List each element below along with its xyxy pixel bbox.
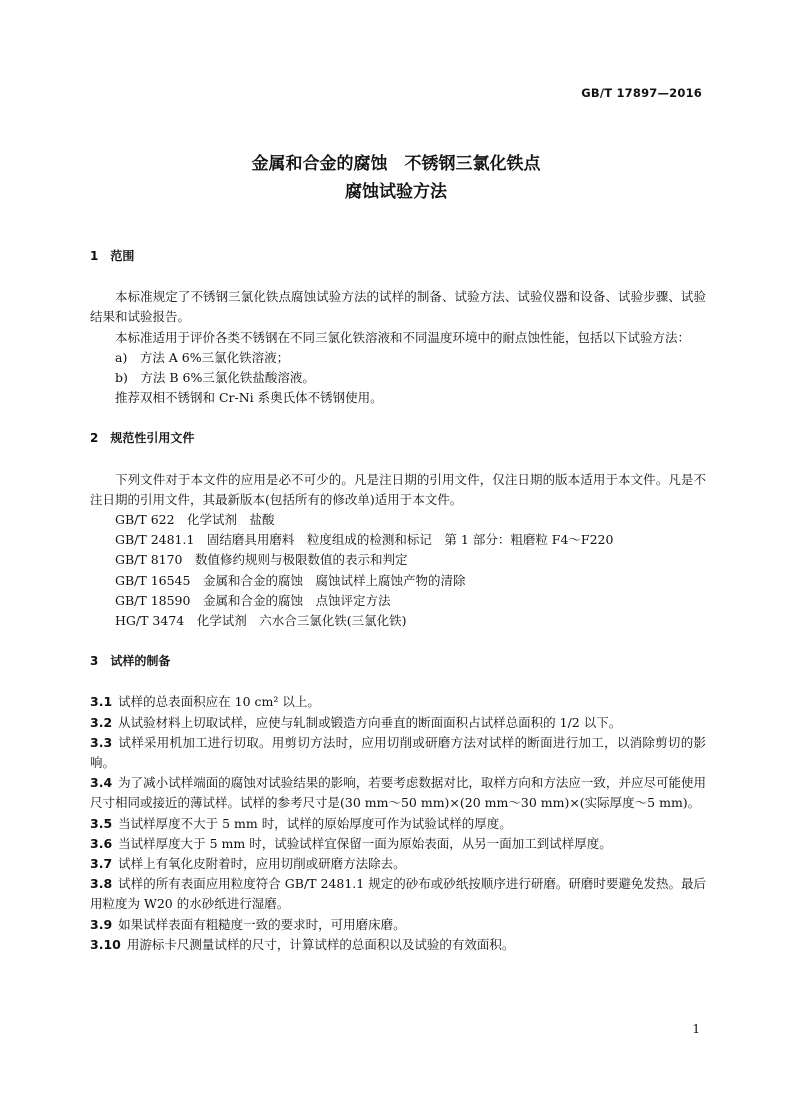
clause-number: 3.1 (90, 694, 113, 710)
section-heading-specimen-preparation: 3 试样的制备 (90, 654, 171, 669)
clause-number: 3.7 (90, 856, 113, 872)
document-body (90, 246, 706, 955)
clause (90, 692, 706, 712)
clause-text: 试样的总表面积应在 10 cm² 以上。 (118, 694, 320, 710)
clause-text: 试样上有氧化皮附着时，应用切削或研磨方法除去。 (118, 856, 406, 872)
clause-number: 3.10 (90, 936, 121, 952)
clause (90, 854, 706, 874)
scope-list-item-b: b) 方法 B 6%三氯化铁盐酸溶液。 (115, 370, 315, 386)
section-heading-normative-references: 2 规范性引用文件 (90, 431, 195, 446)
clause-number: 3.5 (90, 815, 113, 831)
clause-text: 为了减小试样端面的腐蚀对试验结果的影响，若要考虑数据对比，取样方向和方法应一致，并应尽可能使用尺寸相同或接近的薄试样。试样的参考尺寸是(30 mm～50 mm)×(20 mm～30 mm)×(实际厚度～5 mm)。 (90, 775, 706, 811)
clause (90, 713, 706, 733)
reference-item: GB/T 18590 金属和合金的腐蚀 点蚀评定方法 (115, 592, 391, 608)
references-intro: 下列文件对于本文件的应用是必不可少的。凡是注日期的引用文件，仅注日期的版本适用于本文件。凡是不注日期的引用文件，其最新版本(包括所有的修改单)适用于本文件。 (90, 471, 706, 507)
clause-text: 用游标卡尺测量试样的尺寸，计算试样的总面积以及试验的有效面积。 (126, 936, 515, 952)
clause-number: 3.2 (90, 714, 113, 730)
document-title (0, 150, 792, 206)
clause-text: 从试验材料上切取试样，应使与轧制或锻造方向垂直的断面面积占试样总面积的 1/2 以下。 (118, 714, 622, 730)
page-number: 1 (692, 1022, 700, 1036)
clause (90, 834, 706, 854)
clause-number: 3.9 (90, 916, 113, 932)
clause-text: 当试样厚度大于 5 mm 时，试验试样宜保留一面为原始表面，从另一面加工到试样厚度。 (118, 835, 612, 851)
scope-paragraph-1: 本标准规定了不锈钢三氯化铁点腐蚀试验方法的试样的制备、试验方法、试验仪器和设备、试验步骤、试验结果和试验报告。 (90, 289, 706, 325)
clause-text: 如果试样表面有粗糙度一致的要求时，可用磨床磨。 (118, 916, 406, 932)
standard-code: GB/T 17897—2016 (581, 86, 702, 100)
clause (90, 773, 706, 813)
clause (90, 874, 706, 914)
clause-text: 试样的所有表面应用粒度符合 GB/T 2481.1 规定的砂布或砂纸按顺序进行研磨。研磨时要避免发热。最后用粒度为 W20 的水砂纸进行湿磨。 (90, 876, 706, 912)
clause-number: 3.4 (90, 775, 113, 791)
clause-number: 3.6 (90, 835, 113, 851)
clause-number: 3.3 (90, 734, 113, 750)
scope-list-item-a: a) 方法 A 6%三氯化铁溶液； (115, 349, 290, 365)
clause (90, 733, 706, 773)
scope-paragraph-3: 推荐双相不锈钢和 Cr-Ni 系奥氏体不锈钢使用。 (115, 390, 383, 406)
clause-text: 试样采用机加工进行切取。用剪切方法时，应用切削或研磨方法对试样的断面进行加工，以消除剪切的影响。 (90, 734, 706, 771)
clause (90, 915, 706, 935)
title-line-2: 腐蚀试验方法 (345, 182, 447, 202)
reference-item: GB/T 2481.1 固结磨具用磨料 粒度组成的检测和标记 第 1 部分：粗磨粒 F4～F220 (115, 532, 614, 548)
clause-text: 当试样厚度不大于 5 mm 时，试样的原始厚度可作为试验试样的厚度。 (118, 815, 512, 831)
scope-paragraph-2: 本标准适用于评价各类不锈钢在不同三氯化铁溶液和不同温度环境中的耐点蚀性能，包括以下试验方法： (115, 329, 691, 345)
reference-item: HG/T 3474 化学试剂 六水合三氯化铁(三氯化铁) (115, 613, 407, 629)
reference-item: GB/T 8170 数值修约规则与极限数值的表示和判定 (115, 552, 408, 568)
clause (90, 814, 706, 834)
title-line-1: 金属和合金的腐蚀 不锈钢三氯化铁点 (251, 154, 541, 174)
clause-number: 3.8 (90, 876, 113, 892)
section-heading-scope: 1 范围 (90, 249, 135, 263)
reference-item: GB/T 16545 金属和合金的腐蚀 腐蚀试样上腐蚀产物的清除 (115, 572, 466, 588)
reference-item: GB/T 622 化学试剂 盐酸 (115, 512, 275, 528)
clause (90, 935, 706, 955)
